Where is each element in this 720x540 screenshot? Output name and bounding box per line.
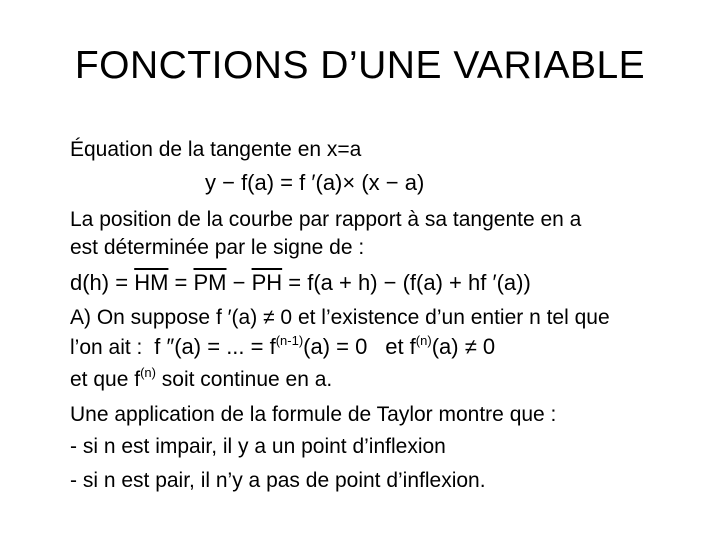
dh-ph: $\overline{PH}$	[251, 270, 283, 295]
suppose-text-a: A) On suppose	[70, 306, 211, 329]
odd-case-line: - si n est impair, il y a un point d’inflexion	[70, 435, 446, 458]
on-ait-text: l’on ait :	[70, 336, 143, 359]
position-text-line2: est déterminée par le signe de :	[70, 236, 365, 259]
tangent-equation: y − f(a) = f ′(a)× (x − a)	[205, 170, 425, 195]
dh-rhs: = f(a + h) − (f(a) + hf ′(a))	[282, 270, 531, 295]
suppose-text-b: et l’existence d’un entier n tel que	[297, 306, 610, 329]
slide-title: FONCTIONS D’UNE VARIABLE	[74, 44, 646, 87]
dh-lhs: d(h) =	[70, 270, 135, 295]
taylor-line: Une application de la formule de Taylor montre que :	[70, 403, 557, 426]
dh-pm: $\overline{PM}$	[193, 270, 227, 295]
derivatives-line	[70, 334, 495, 360]
fprime-nonzero: f ′(a) ≠ 0	[215, 306, 293, 329]
derivative-nonzero-formula: et $f^{(n)}(a) \ne 0$	[385, 333, 496, 359]
tangent-heading: Équation de la tangente en x=a	[70, 138, 362, 161]
dh-hm: $\overline{HM}$	[134, 270, 169, 295]
even-case-line: - si n est pair, il n’y a pas de point d’inflexion.	[70, 469, 486, 492]
dh-eq: =	[168, 270, 194, 295]
position-text-line1: La position de la courbe par rapport à sa tangente en a	[70, 208, 582, 231]
suppose-line	[70, 306, 610, 330]
dh-minus: −	[226, 270, 252, 295]
dh-formula	[70, 270, 531, 296]
continuity-line: et que $f^{(n)}$ soit continue en a.	[70, 365, 333, 391]
derivative-zero-formula: f ″(a) = ... = $f^{(n-1)}(a) = 0$	[154, 333, 368, 359]
